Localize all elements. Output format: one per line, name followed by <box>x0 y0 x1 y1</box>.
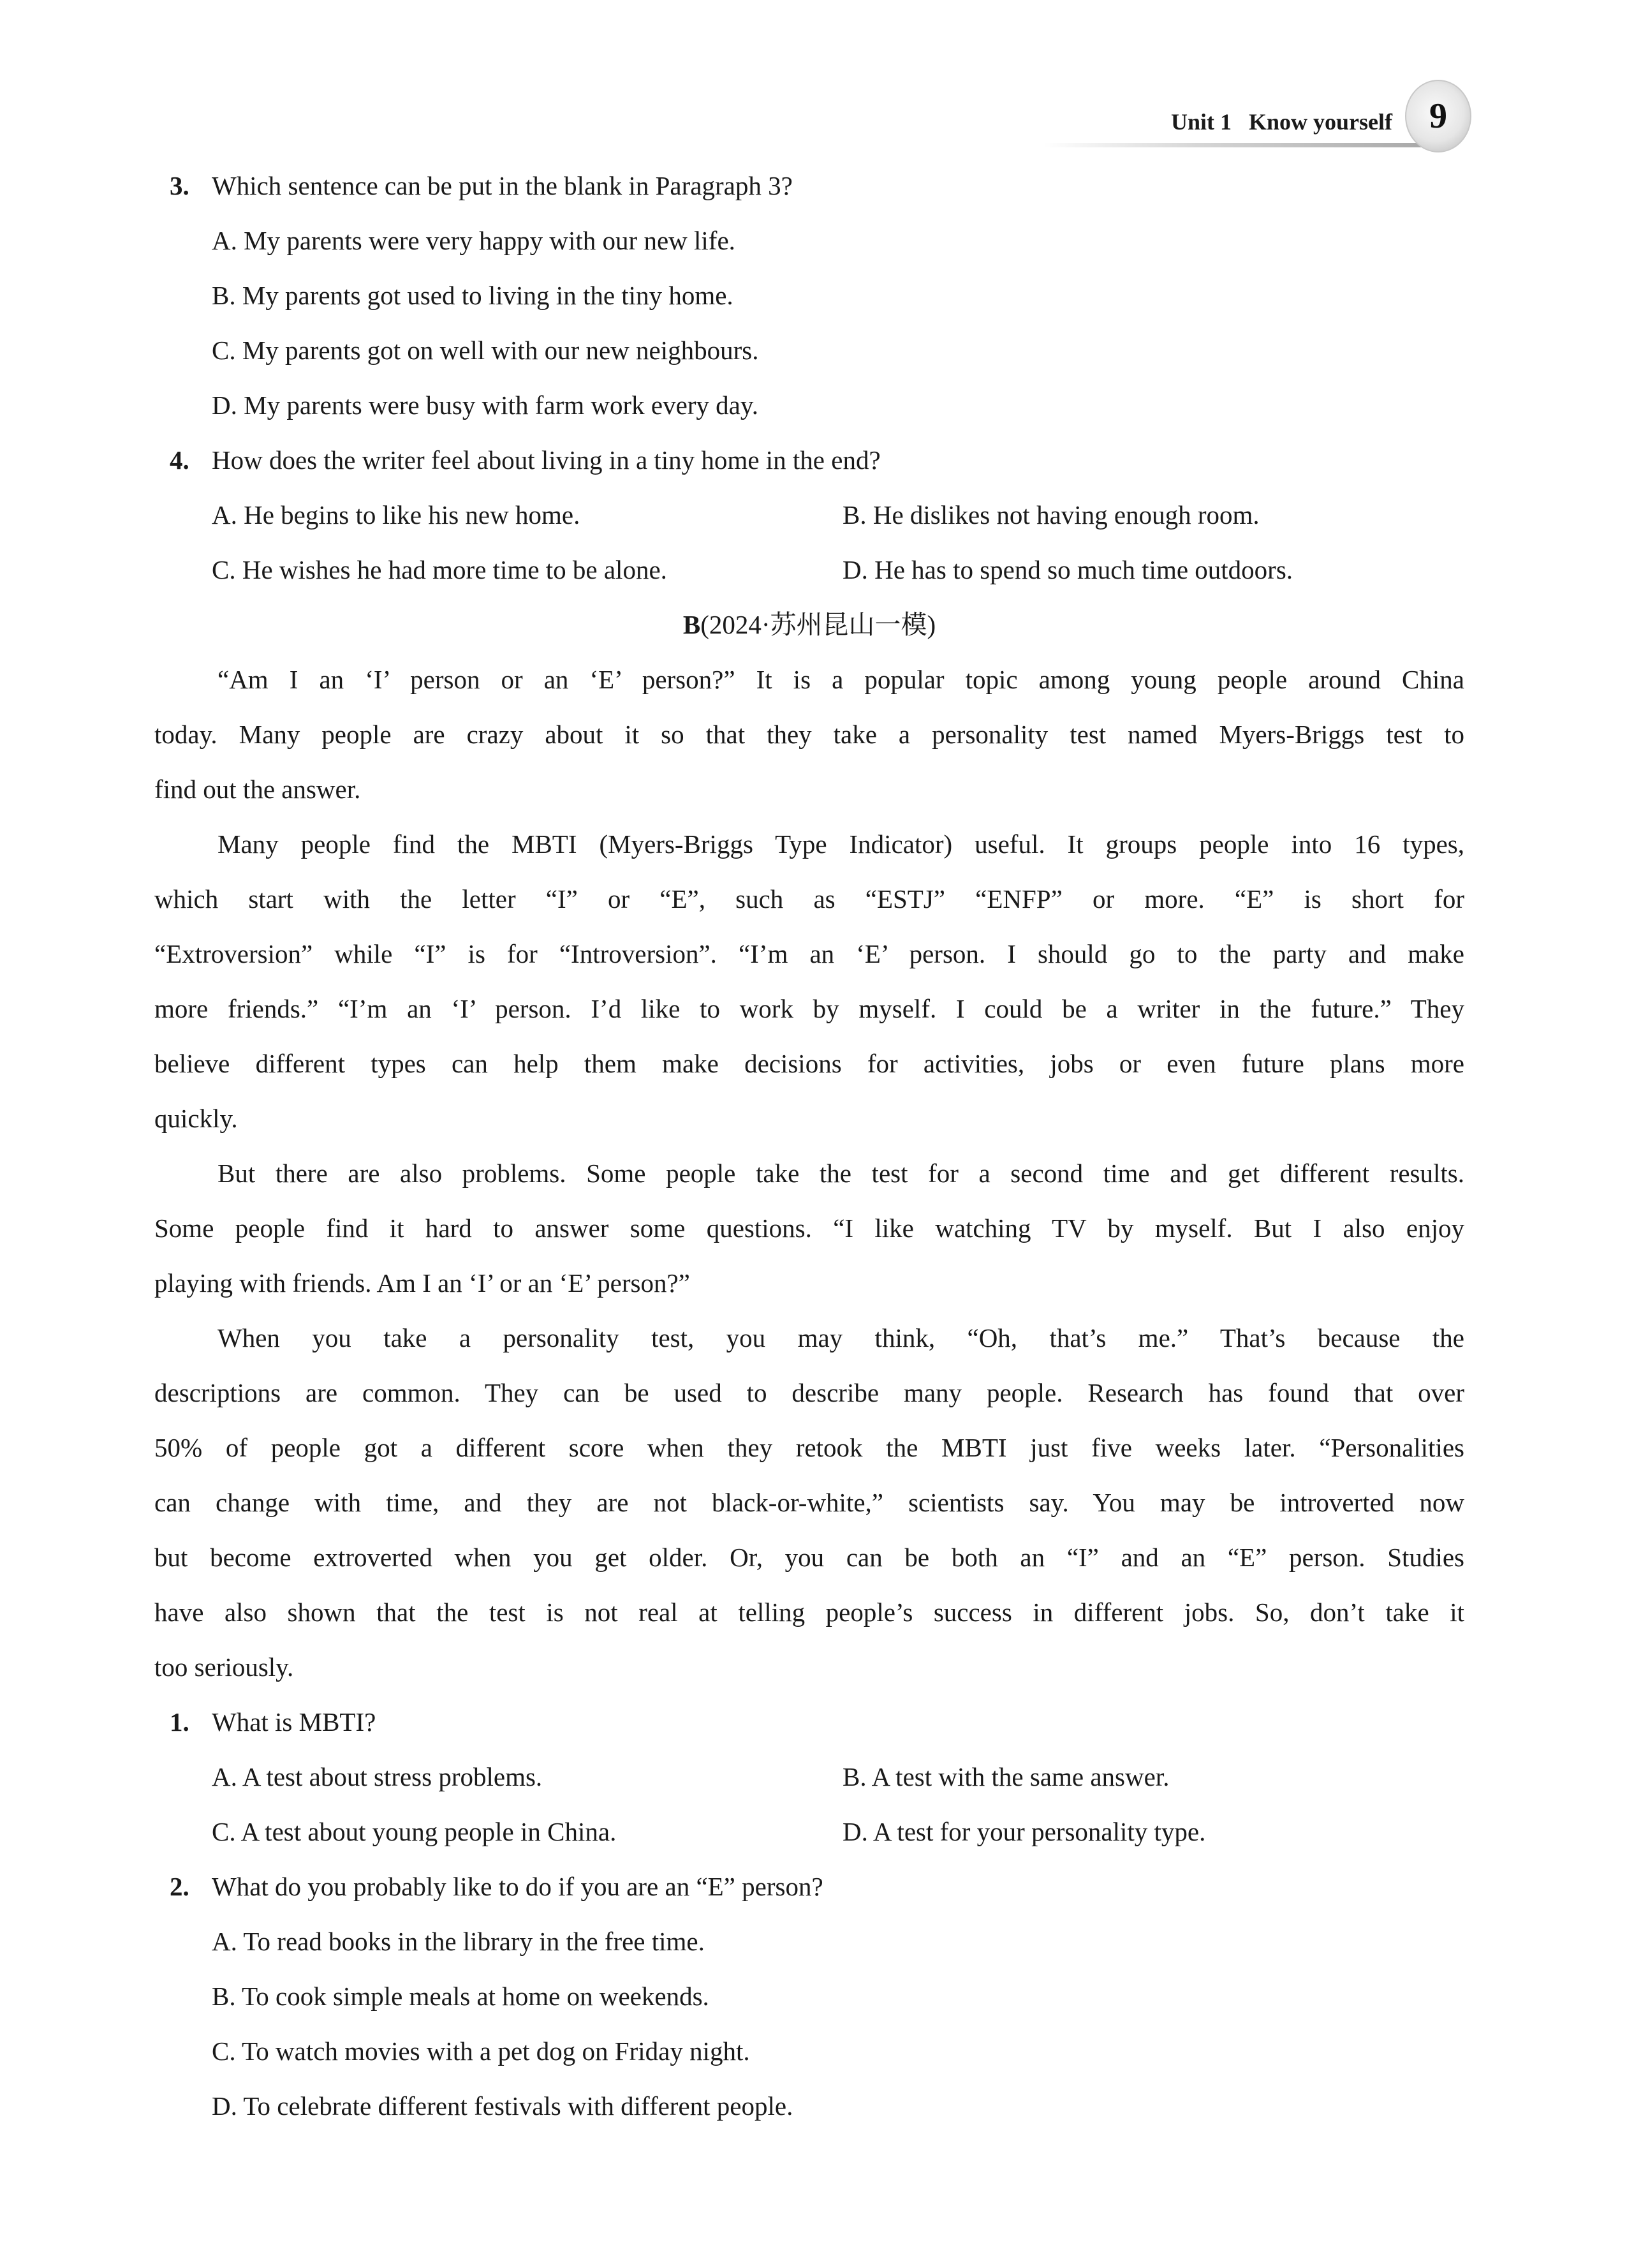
section-b-heading <box>154 597 1464 652</box>
paragraph-line: which start with the letter “I” or “E”, such as “ESTJ” “ENFP” or more. “E” is short for <box>154 884 1464 914</box>
paragraph-line: Many people find the MBTI (Myers-Briggs Type Indicator) useful. It groups people into 16 types, <box>217 829 1464 859</box>
paragraph-line: find out the answer. <box>154 775 361 804</box>
option-d: D. A test for your personality type. <box>843 1817 1206 1846</box>
question-number: 2. <box>170 1872 189 1901</box>
paragraph-line: can change with time, and they are not black-or-white,” scientists say. You may be introverted now <box>154 1488 1464 1517</box>
paragraph-line: “Extroversion” while “I” is for “Introversion”. “I’m an ‘E’ person. I should go to the party and make <box>154 939 1464 968</box>
paragraph-line: playing with friends. Am I an ‘I’ or an ‘E’ person?” <box>154 1268 690 1298</box>
question-text: What is MBTI? <box>212 1707 376 1737</box>
question-4 <box>154 433 1464 487</box>
option-c: C. A test about young people in China. <box>212 1817 617 1846</box>
option-b: B. A test with the same answer. <box>843 1762 1170 1791</box>
paragraph-line: have also shown that the test is not real at telling people’s success in different jobs. So, don’t take it <box>154 1597 1464 1627</box>
page-number: 9 <box>1429 96 1447 136</box>
header-divider <box>1044 143 1427 147</box>
option-d: D. My parents were busy with farm work every day. <box>212 390 758 420</box>
question-2 <box>154 1859 1464 1914</box>
option-a: A. He begins to like his new home. <box>212 500 580 530</box>
option-c: C. To watch movies with a pet dog on Friday night. <box>212 2036 750 2066</box>
option-d: D. To celebrate different festivals with different people. <box>212 2091 793 2121</box>
option-b: B. He dislikes not having enough room. <box>843 500 1260 530</box>
section-source: (2024·苏州昆山一模) <box>700 610 936 639</box>
paragraph-line: more friends.” “I’m an ‘I’ person. I’d like to work by myself. I could be a writer in the future.” They <box>154 994 1464 1023</box>
option-a: A. My parents were very happy with our new life. <box>212 226 735 255</box>
paragraph-line: When you take a personality test, you may think, “Oh, that’s me.” That’s because the <box>217 1323 1464 1353</box>
paragraph-line: too seriously. <box>154 1652 294 1682</box>
paragraph-line: Some people find it hard to answer some questions. “I like watching TV by myself. But I also enjoy <box>154 1213 1464 1243</box>
question-3 <box>154 158 1464 213</box>
option-c: C. He wishes he had more time to be alone. <box>212 555 667 584</box>
option-b: B. To cook simple meals at home on weekends. <box>212 1982 709 2011</box>
question-1 <box>154 1694 1464 1749</box>
unit-title: Unit 1 Know yourself <box>1170 109 1392 135</box>
paragraph-line: “Am I an ‘I’ person or an ‘E’ person?” It is a popular topic among young people around China <box>217 665 1464 694</box>
paragraph-line: quickly. <box>154 1104 238 1133</box>
paragraph-line: 50% of people got a different score when they retook the MBTI just five weeks later. “Personalities <box>154 1433 1464 1462</box>
paragraph-line: but become extroverted when you get older. Or, you can be both an “I” and an “E” person. Studies <box>154 1543 1464 1572</box>
option-b: B. My parents got used to living in the tiny home. <box>212 281 733 310</box>
paragraph-line: today. Many people are crazy about it so that they take a personality test named Myers-Briggs test to <box>154 720 1464 749</box>
question-number: 3. <box>170 171 189 200</box>
page-content <box>154 158 1464 2133</box>
paragraph-line: believe different types can help them make decisions for activities, jobs or even future plans more <box>154 1049 1464 1078</box>
paragraph-line: descriptions are common. They can be used to describe many people. Research has found that over <box>154 1378 1464 1407</box>
question-text: Which sentence can be put in the blank in Paragraph 3? <box>212 171 793 200</box>
question-number: 4. <box>170 445 189 475</box>
question-text: How does the writer feel about living in a tiny home in the end? <box>212 445 881 475</box>
option-d: D. He has to spend so much time outdoors. <box>843 555 1293 584</box>
page-number-badge <box>1405 80 1471 152</box>
option-a: A. To read books in the library in the free time. <box>212 1927 705 1956</box>
paragraph-line: But there are also problems. Some people take the test for a second time and get different results. <box>217 1159 1464 1188</box>
section-label: B <box>682 610 701 639</box>
question-number: 1. <box>170 1707 189 1737</box>
question-text: What do you probably like to do if you are an “E” person? <box>212 1872 823 1901</box>
option-a: A. A test about stress problems. <box>212 1762 543 1791</box>
option-c: C. My parents got on well with our new neighbours. <box>212 336 759 365</box>
